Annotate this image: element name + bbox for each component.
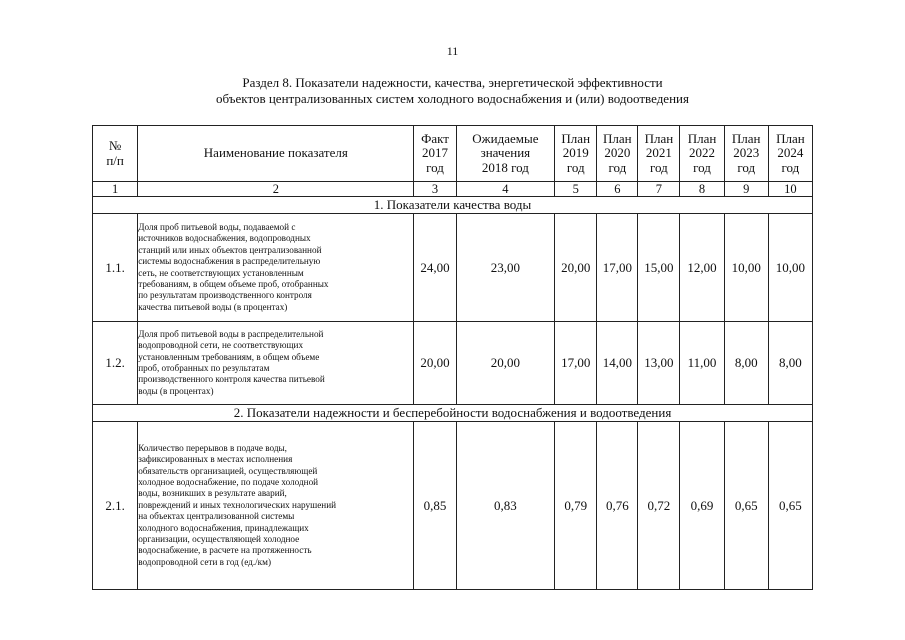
column-number-row: [93, 182, 813, 197]
indicator-name: [138, 422, 414, 590]
value-cell: 0,76: [597, 422, 638, 590]
header-line: год: [650, 159, 668, 175]
text-line: воды (в процентах): [138, 385, 214, 396]
header-num-bottom: п/п: [106, 152, 124, 168]
value-cell: 0,72: [638, 422, 680, 590]
value-cell: 20,00: [456, 322, 555, 405]
header-cell-fact-2017: [414, 126, 456, 182]
value-cell: 20,00: [555, 214, 597, 322]
row-number: 2.1.: [93, 422, 138, 590]
page-number: 11: [446, 44, 459, 58]
header-line: год: [608, 159, 627, 175]
column-number: 10: [768, 182, 812, 197]
text-line: водопроводной сети в год (ед./км): [138, 556, 272, 567]
column-number: 7: [638, 182, 680, 197]
header-row: [93, 126, 813, 182]
text-line: повреждений и иных технологических нарушений: [138, 499, 337, 510]
column-number: 1: [93, 182, 138, 197]
text-line: Доля проб питьевой воды, подаваемой с: [138, 221, 296, 232]
section-row-2: [93, 405, 813, 422]
text-line: требованиям, в общем объеме проб, отобранных: [138, 278, 329, 289]
heading-line-2: объектов централизованных систем холодного водоснабжения и (или) водоотведения: [216, 91, 689, 106]
heading-line-1: Раздел 8. Показатели надежности, качества, энергетической эффективности: [242, 75, 663, 90]
value-cell: 11,00: [680, 322, 724, 405]
header-line: год: [566, 159, 585, 175]
header-line: План: [731, 130, 761, 146]
header-line: год: [781, 159, 800, 175]
text-line: сеть, не соответствующих установленным: [138, 267, 304, 278]
value-cell: 8,00: [724, 322, 768, 405]
header-cell-plan-2021: [638, 126, 680, 182]
header-line: 2023: [733, 145, 760, 161]
header-line: 2021: [645, 145, 672, 161]
table-row: [93, 322, 813, 405]
text-line: установленным требованиям, в общем объеме: [138, 351, 320, 362]
value-cell: 17,00: [597, 214, 638, 322]
table-row: [93, 214, 813, 322]
header-line: 2024: [777, 145, 804, 161]
header-line: План: [687, 130, 717, 146]
value-cell: 10,00: [768, 214, 812, 322]
value-cell: 20,00: [414, 322, 456, 405]
section-row-1: [93, 197, 813, 214]
text-line: обязательств организацией, осуществляющей: [138, 465, 318, 476]
header-line: год: [737, 159, 756, 175]
header-line: 2019: [562, 145, 589, 161]
column-number: 8: [680, 182, 724, 197]
text-line: Количество перерывов в подаче воды,: [138, 442, 287, 453]
header-line: 2018 год: [481, 159, 529, 175]
text-line: холодного водоснабжения, принадлежащих: [138, 522, 309, 533]
section-heading: [0, 75, 905, 107]
header-num-top: №: [108, 138, 122, 153]
text-line: организации, осуществляющей холодное: [138, 534, 300, 545]
header-cell-name: Наименование показателя: [138, 126, 414, 182]
header-line: План: [603, 130, 632, 146]
value-cell: 10,00: [724, 214, 768, 322]
row-number: 1.2.: [93, 322, 138, 405]
section-title: 1. Показатели качества воды: [93, 197, 813, 214]
value-cell: 17,00: [555, 322, 597, 405]
header-cell-plan-2020: [597, 126, 638, 182]
text-line: воды, возникших в результате аварий,: [138, 488, 287, 499]
header-line: год: [426, 159, 444, 175]
text-line: качества питьевой воды (в процентах): [138, 301, 288, 312]
text-line: на объектах централизованной системы: [138, 511, 295, 522]
text-line: производственного контроля качества питьевой: [138, 374, 325, 385]
value-cell: 12,00: [680, 214, 724, 322]
indicator-name: [138, 322, 414, 405]
header-cell-plan-2019: [555, 126, 597, 182]
value-cell: 0,65: [724, 422, 768, 590]
header-line: 2017: [422, 145, 449, 161]
row-number: 1.1.: [93, 214, 138, 322]
value-cell: 24,00: [414, 214, 456, 322]
header-line: год: [693, 159, 711, 175]
text-line: проб, отобранных по результатам: [138, 363, 270, 373]
text-line: холодное водоснабжение, по подаче холодной: [138, 476, 319, 487]
text-line: станций или иных объектов централизованной: [138, 244, 322, 255]
column-number: 9: [724, 182, 768, 197]
value-cell: 14,00: [597, 322, 638, 405]
text-line: водопроводной сети, не соответствующих: [138, 340, 304, 351]
text-line: источников водоснабжения, водопроводных: [138, 233, 311, 244]
text-line: водоснабжение, в расчете на протяженность: [138, 545, 312, 556]
indicator-name: [138, 214, 414, 322]
header-cell-plan-2022: [680, 126, 724, 182]
text-line: зафиксированных в местах исполнения: [138, 454, 293, 465]
header-line: значения: [480, 145, 531, 161]
section-title: 2. Показатели надежности и бесперебойности водоснабжения и водоотведения: [93, 405, 813, 422]
column-number: 4: [456, 182, 555, 197]
value-cell: 15,00: [638, 214, 680, 322]
header-cell-plan-2024: [768, 126, 812, 182]
value-cell: 8,00: [768, 322, 812, 405]
indicators-table: [92, 125, 813, 590]
value-cell: 23,00: [456, 214, 555, 322]
value-cell: 0,83: [456, 422, 555, 590]
value-cell: 0,69: [680, 422, 724, 590]
header-cell-expected-2018: [456, 126, 555, 182]
table-row: [93, 422, 813, 590]
column-number: 3: [414, 182, 456, 197]
text-line: по результатам производственного контроля: [138, 290, 312, 301]
header-line: Ожидаемые: [472, 130, 539, 146]
column-number: 5: [555, 182, 597, 197]
value-cell: 13,00: [638, 322, 680, 405]
text-line: Доля проб питьевой воды в распределительной: [138, 328, 324, 339]
header-line: План: [561, 130, 591, 146]
header-line: 2022: [689, 145, 716, 161]
column-number: 2: [138, 182, 414, 197]
header-cell-plan-2023: [724, 126, 768, 182]
header-line: План: [644, 130, 674, 146]
header-cell-num: [93, 126, 138, 182]
value-cell: 0,65: [768, 422, 812, 590]
header-line: План: [776, 130, 805, 146]
value-cell: 0,85: [414, 422, 456, 590]
header-line: Факт: [421, 130, 449, 146]
column-number: 6: [597, 182, 638, 197]
value-cell: 0,79: [555, 422, 597, 590]
header-line: 2020: [604, 145, 631, 161]
text-line: системы водоснабжения в распределительную: [138, 256, 321, 267]
